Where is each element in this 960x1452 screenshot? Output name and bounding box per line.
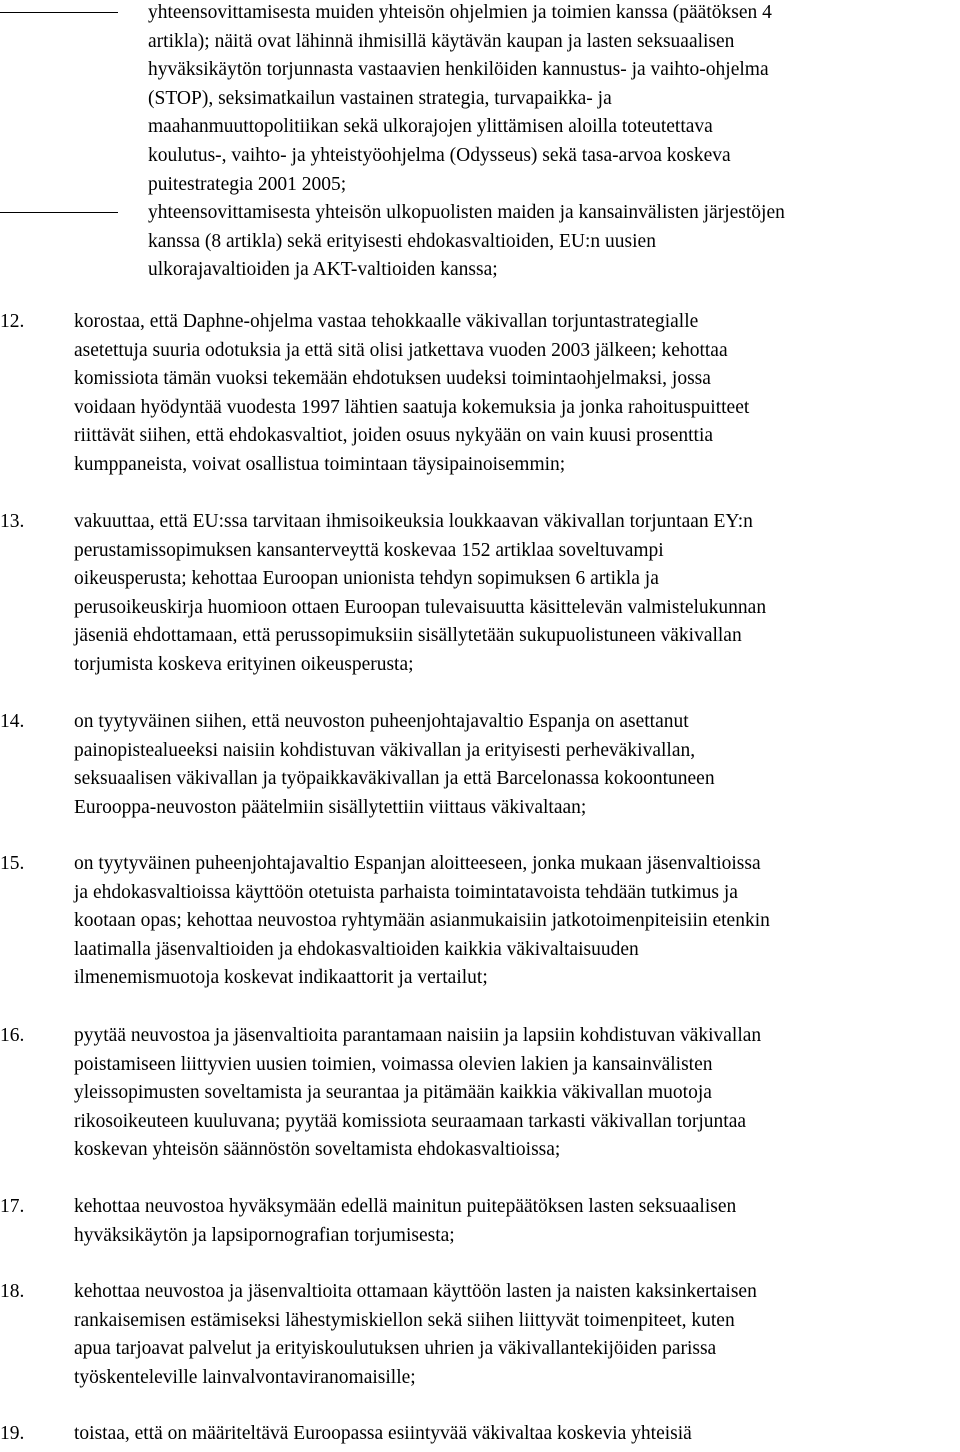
paragraph-text bbox=[0, 850, 960, 993]
text-line: hyväksikäytön ja lapsipornografian torjumisesta; bbox=[74, 1224, 455, 1246]
text-line: työskenteleville lainvalvontaviranomaisille; bbox=[74, 1366, 416, 1388]
text-line: seksuaalisen väkivallan ja työpaikkaväkivallan ja että Barcelonassa kokoontuneen bbox=[74, 768, 715, 790]
text-line: yhteensovittamisesta muiden yhteisön ohjelmien ja toimien kanssa (päätöksen 4 bbox=[148, 2, 772, 23]
text-line: toistaa, että on määriteltävä Euroopassa esiintyvää väkivaltaa koskevia yhteisiä bbox=[74, 1423, 692, 1444]
numbered-paragraph-19 bbox=[0, 1420, 960, 1449]
dash-bullet bbox=[0, 212, 118, 213]
text-line: kehottaa neuvostoa hyväksymään edellä mainitun puitepäätöksen lasten seksuaalisen bbox=[74, 1196, 737, 1217]
text-line: ilmenemismuotoja koskevat indikaattorit ja vertailut; bbox=[74, 967, 488, 989]
text-line: asetettuja suuria odotuksia ja että sitä olisi jatkettava vuoden 2003 jälkeen; kehottaa bbox=[74, 339, 728, 361]
paragraph-number: 16. bbox=[0, 1025, 25, 1046]
text-line: voidaan hyödyntää vuodesta 1997 lähtien saatuja kokemuksia ja jonka rahoituspuitteet bbox=[74, 396, 750, 418]
numbered-paragraph-13 bbox=[0, 508, 960, 680]
dash-list-item bbox=[0, 199, 960, 285]
text-line: koulutus-, vaihto- ja yhteistyöohjelma (Odysseus) sekä tasa-arvoa koskeva bbox=[148, 144, 731, 166]
paragraph-number: 13. bbox=[0, 511, 25, 532]
text-line: laatimalla jäsenvaltioiden ja ehdokasvaltioiden kaikkia väkivaltaisuuden bbox=[74, 938, 639, 960]
text-line: pyytää neuvostoa ja jäsenvaltioita parantamaan naisiin ja lapsiin kohdistuvan väkivallan bbox=[74, 1025, 762, 1046]
numbered-paragraph-17 bbox=[0, 1193, 960, 1250]
text-line: koskevan yhteisön säännöstön soveltamista ehdokasvaltioissa; bbox=[74, 1139, 561, 1161]
paragraph-number: 15. bbox=[0, 853, 25, 874]
text-line: kumppaneista, voivat osallistua toimintaan täysipainoisemmin; bbox=[74, 453, 566, 475]
paragraph-text bbox=[0, 1278, 960, 1392]
text-line: puitestrategia 2001 2005; bbox=[148, 173, 347, 195]
paragraph-text bbox=[0, 1022, 960, 1165]
text-line: (STOP), seksimatkailun vastainen strategia, turvapaikka- ja bbox=[148, 87, 612, 109]
paragraph-number: 17. bbox=[0, 1196, 25, 1217]
text-line: artikla); näitä ovat lähinnä ihmisillä käytävän kaupan ja lasten seksuaalisen bbox=[148, 30, 735, 52]
text-line: perustamissopimuksen kansanterveyttä koskevaa 152 artiklaa soveltuvampi bbox=[74, 539, 664, 561]
text-line: rankaisemisen estämiseksi lähestymiskiellon sekä siihen liittyvät toimenpiteet, kuten bbox=[74, 1309, 735, 1331]
text-line: ulkorajavaltioiden ja AKT-valtioiden kanssa; bbox=[148, 259, 498, 281]
text-line: Eurooppa-neuvoston päätelmiin sisällytettiin viittaus väkivaltaan; bbox=[74, 796, 587, 818]
numbered-paragraph-15 bbox=[0, 850, 960, 993]
text-line: kootaan opas; kehottaa neuvostoa ryhtymään asianmukaisiin jatkotoimenpiteisiin etenkin bbox=[74, 910, 770, 932]
text-line: kehottaa neuvostoa ja jäsenvaltioita ottamaan käyttöön lasten ja naisten kaksinkertaisen bbox=[74, 1281, 757, 1302]
text-line: oikeusperusta; kehottaa Euroopan unionista tehdyn sopimuksen 6 artikla ja bbox=[74, 568, 659, 590]
text-line: perusoikeuskirja huomioon ottaen Euroopan tulevaisuutta käsittelevän valmistelukunnan bbox=[74, 596, 767, 618]
numbered-paragraph-14 bbox=[0, 708, 960, 822]
text-line: riittävät siihen, että ehdokasvaltiot, joiden osuus nykyään on vain kuusi prosenttia bbox=[74, 425, 714, 447]
numbered-paragraph-12 bbox=[0, 308, 960, 480]
paragraph-number: 19. bbox=[0, 1423, 25, 1444]
text-line: korostaa, että Daphne-ohjelma vastaa tehokkaalle väkivallan torjuntastrategialle bbox=[74, 311, 699, 332]
dash-bullet bbox=[0, 12, 118, 13]
paragraph-number: 18. bbox=[0, 1281, 25, 1302]
text-line: kanssa (8 artikla) sekä erityisesti ehdokasvaltioiden, EU:n uusien bbox=[148, 230, 656, 252]
dash-list-item bbox=[0, 0, 960, 199]
text-line: on tyytyväinen puheenjohtajavaltio Espanjan aloitteeseen, jonka mukaan jäsenvaltioissa bbox=[74, 853, 761, 874]
paragraph-number: 14. bbox=[0, 711, 25, 732]
paragraph-text bbox=[0, 1420, 960, 1449]
text-line: rikosoikeuteen kuuluvana; pyytää komissiota seuraamaan tarkasti väkivallan torjuntaa bbox=[74, 1110, 746, 1132]
text-line: ja ehdokasvaltioissa käyttöön otetuista parhaista toimintatavoista tehdään tutkimus ja bbox=[74, 881, 738, 903]
text-line: yleissopimusten soveltamista ja seurantaa ja pitämään kaikkia väkivallan muotoja bbox=[74, 1082, 712, 1104]
text-line: vakuuttaa, että EU:ssa tarvitaan ihmisoikeuksia loukkaavan väkivallan torjuntaan EY:n bbox=[74, 511, 753, 532]
text-line: painopistealueeksi naisiin kohdistuvan väkivallan ja erityisesti perheväkivallan, bbox=[74, 739, 696, 761]
text-line: on tyytyväinen siihen, että neuvoston puheenjohtajavaltio Espanja on asettanut bbox=[74, 711, 689, 732]
dash-list bbox=[0, 0, 960, 285]
text-line: yhteensovittamisesta yhteisön ulkopuolisten maiden ja kansainvälisten järjestöjen bbox=[148, 202, 785, 224]
paragraph-number: 12. bbox=[0, 311, 25, 332]
text-line: jäseniä ehdottamaan, että perussopimuksiin sisällytetään sukupuolistuneen väkivallan bbox=[74, 625, 742, 647]
paragraph-text bbox=[0, 508, 960, 680]
paragraph-text bbox=[0, 1193, 960, 1250]
text-line: poistamiseen liittyvien uusien toimien, voimassa olevien lakien ja kansainvälisten bbox=[74, 1053, 713, 1075]
paragraph-text bbox=[0, 308, 960, 480]
text-line: hyväksikäytön torjunnasta vastaavien henkilöiden kannustus- ja vaihto-ohjelma bbox=[148, 59, 769, 81]
numbered-paragraph-18 bbox=[0, 1278, 960, 1392]
text-line: komissiota tämän vuoksi tekemään ehdotuksen uudeksi toimintaohjelmaksi, jossa bbox=[74, 368, 711, 390]
text-line: torjumista koskeva erityinen oikeusperusta; bbox=[74, 653, 414, 675]
text-line: apua tarjoavat palvelut ja erityiskoulutuksen uhrien ja väkivallantekijöiden parissa bbox=[74, 1338, 717, 1360]
paragraph-text bbox=[0, 708, 960, 822]
text-line: maahanmuuttopolitiikan sekä ulkorajojen ylittämisen aloilla toteutettava bbox=[148, 116, 713, 138]
numbered-paragraph-16 bbox=[0, 1022, 960, 1165]
